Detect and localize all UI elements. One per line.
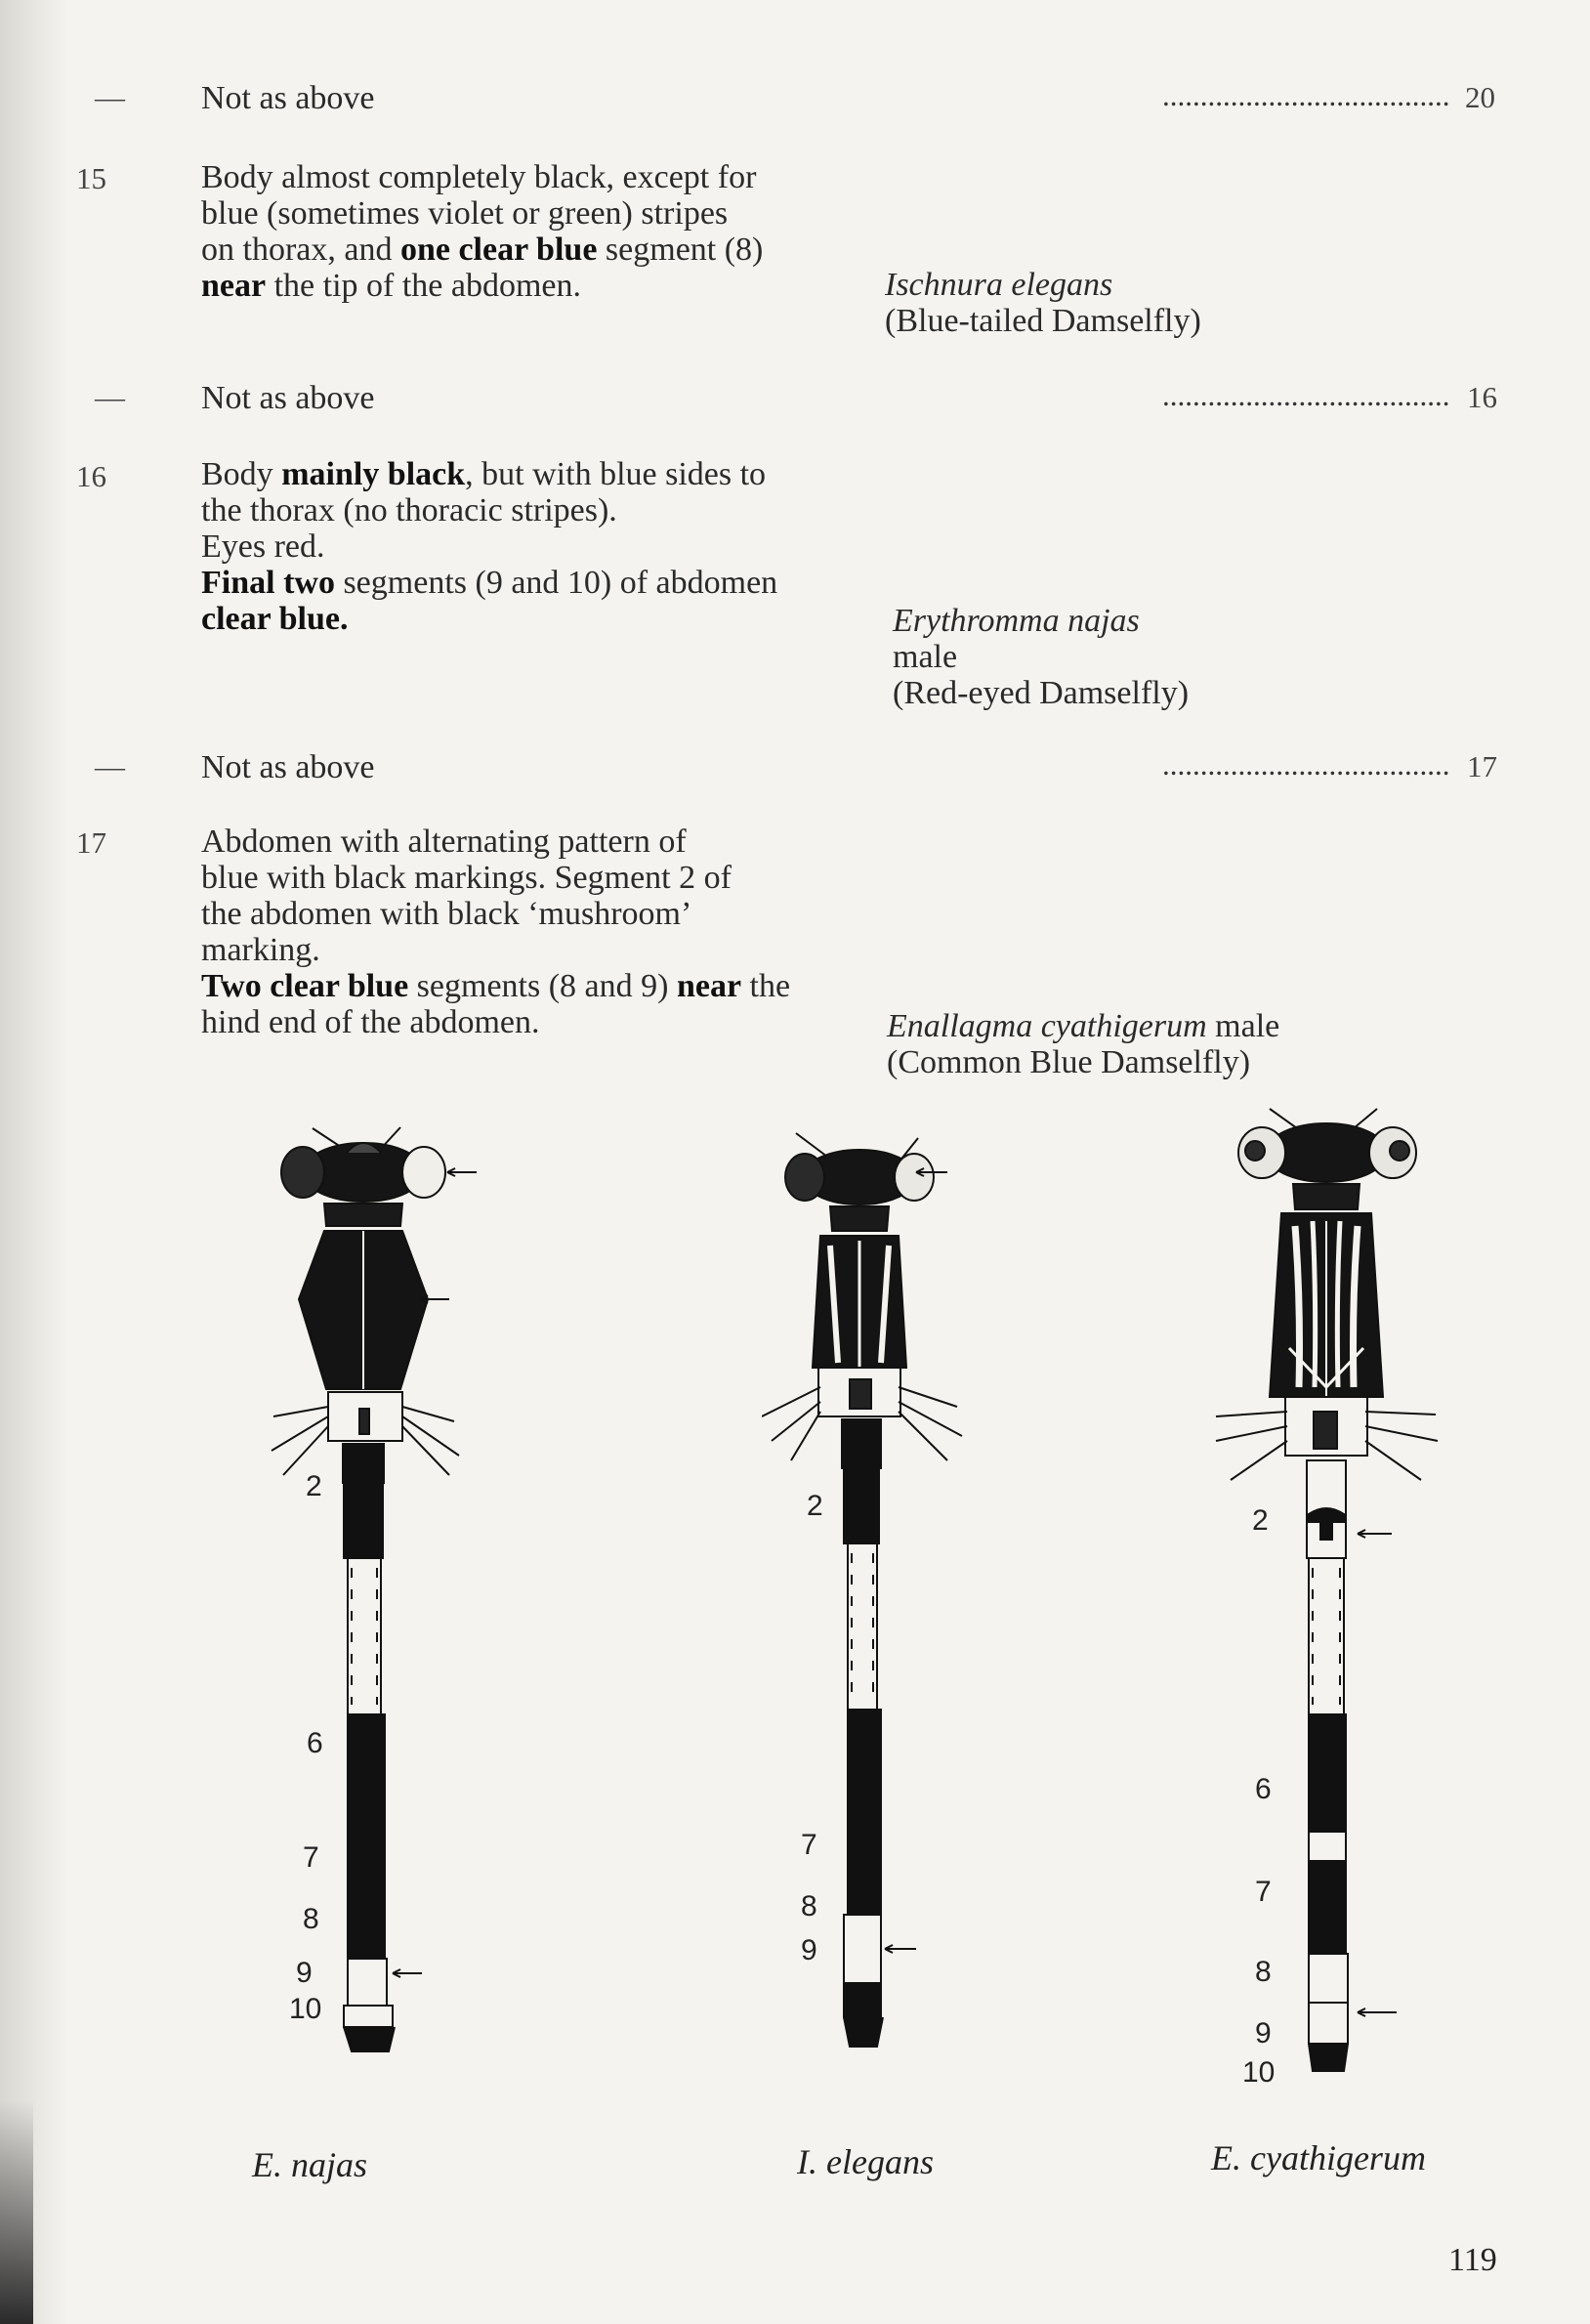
couplet-number: 15 — [76, 161, 106, 195]
species-name: Ischnura elegans — [885, 267, 1113, 303]
segment-label: 8 — [1255, 1956, 1272, 1988]
segment-label: 7 — [303, 1841, 319, 1874]
key-goto-number: 16 — [1467, 380, 1497, 414]
species-result — [885, 267, 1201, 339]
key-dash: — — [95, 80, 125, 114]
key-text-not-as-above: Not as above — [201, 749, 375, 785]
segment-label: 9 — [296, 1957, 313, 1989]
species-sex: male — [1215, 1008, 1280, 1044]
segment-label: 2 — [306, 1470, 322, 1502]
figure-caption: I. elegans — [797, 2142, 934, 2181]
page-corner-shadow — [0, 2100, 33, 2324]
segment-label: 6 — [1255, 1773, 1272, 1805]
figure-caption: E. cyathigerum — [1211, 2138, 1426, 2177]
key-goto-number: 17 — [1467, 749, 1497, 783]
segment-label: 9 — [801, 1934, 817, 1966]
figure-i-elegans-illustration — [762, 1123, 996, 2061]
couplet-description: Body almost completely black, except for blue (sometimes violet or green) stripes on thorax, and one clear blue segment (8) near the tip of the abdomen. — [201, 159, 764, 304]
key-leader-dots: ...................................... — [1162, 747, 1450, 782]
page-number: 119 — [1448, 2242, 1497, 2278]
key-dash: — — [95, 749, 125, 783]
species-sex: male — [893, 639, 958, 675]
key-text-not-as-above: Not as above — [201, 80, 375, 116]
species-common-name: (Red-eyed Damselfly) — [893, 675, 1190, 711]
couplet-number: 17 — [76, 825, 106, 860]
page-binding-shadow — [0, 0, 68, 2324]
segment-label: 2 — [1252, 1504, 1269, 1537]
figure-e-cyathigerum-illustration — [1211, 1104, 1445, 2081]
key-leader-dots: ...................................... — [1162, 78, 1450, 112]
key-dash: — — [95, 380, 125, 414]
segment-label: 6 — [307, 1727, 323, 1759]
couplet-description: Abdomen with alternating pattern of blue with black markings. Segment 2 of the abdomen with black ‘mushroom’ marking. Two clear blue segments (8 and 9) near the hind end of the abdomen. — [201, 824, 791, 1040]
segment-label: 7 — [1255, 1876, 1272, 1908]
species-name: Enallagma cyathigerum — [887, 1008, 1207, 1044]
segment-label: 2 — [807, 1490, 823, 1522]
segment-label: 9 — [1255, 2017, 1272, 2049]
key-text-not-as-above: Not as above — [201, 380, 375, 416]
species-result — [887, 1008, 1279, 1080]
segment-label: 10 — [1242, 2056, 1276, 2089]
segment-label: 8 — [303, 1903, 319, 1935]
species-common-name: (Common Blue Damselfly) — [887, 1044, 1251, 1080]
segment-label: 10 — [289, 1993, 322, 2025]
key-leader-dots: ...................................... — [1162, 378, 1450, 412]
couplet-number: 16 — [76, 459, 106, 493]
species-result — [893, 603, 1189, 711]
figure-e-najas-illustration — [254, 1123, 488, 2061]
species-name: Erythromma najas — [893, 603, 1140, 639]
segment-label: 7 — [801, 1829, 817, 1861]
segment-label: 8 — [801, 1890, 817, 1923]
species-common-name: (Blue-tailed Damselfly) — [885, 303, 1201, 339]
key-goto-number: 20 — [1465, 80, 1495, 114]
figure-caption: E. najas — [252, 2145, 368, 2184]
couplet-description: Body mainly black, but with blue sides to the thorax (no thoracic stripes). Eyes red. Final two segments (9 and 10) of abdomen clear blue. — [201, 456, 778, 637]
